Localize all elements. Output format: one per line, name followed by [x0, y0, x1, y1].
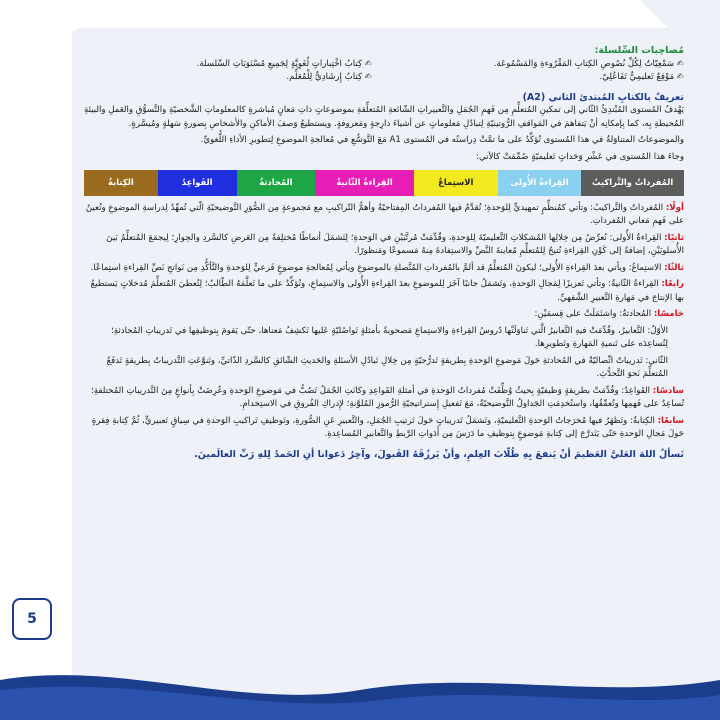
companion-item — [84, 71, 372, 85]
page-number: 5 — [12, 598, 52, 640]
step-paragraph — [84, 278, 684, 305]
pen-icon: ✍ — [674, 58, 684, 69]
companion-item-text: كِتابُ اخْتِباراتٍ لُغَوِيَّةٍ لِجَمِيعِ مُسْتَوَيَاتِ السِّلسلة. — [196, 58, 363, 69]
companion-item-text: سَمْعِيّاتٌ لِكُلِّ نُصُوصِ الكِتابِ المَقْرُوءةِ وَالمَسْمُوعَة. — [493, 58, 675, 69]
footer-wave-decoration — [0, 650, 720, 720]
component-vocabulary: المُفرداتُ والتَّراكيبُ — [581, 170, 684, 196]
step-label: سادسًا: — [652, 385, 684, 396]
intro-paragraph: وجاءَ هذا المُستوى في عَشْرِ وَحَداتٍ تَعليميّةٍ صُمِّمَتْ كالآتي: — [476, 151, 684, 162]
intro-paragraph: يَهْدفُ المُستوى المُبْتدِئُ الثّاني إلى تمكينِ المُتعلِّمِ مِن فَهمِ الجُمَلِ والتَّعبيراتِ الشّائعةِ المُتعلِّقةِ بموضوعاتٍ ذاتِ مَعانٍ مُباشرةٍ كالمعلوماتِ الشَّخصيّةِ والتَّسوُّقِ والعَملِ والبيئةِ المُحيطةِ بِه، كما بِإمكانِه أنْ يَتفاهمَ في المَواقفِ الرُّوتينيّةِ لِتبادُلِ مَعلوماتٍ عن أشياءَ دارِجةٍ ومَعروفةٍ. ويستطيعُ وَصفَ الأماكنِ والأشخاصِ بِصورةٍ سَهلةٍ ومُيسَّرةٍ. — [84, 105, 684, 129]
step-text: القِراءةُ الثّانيةُ: وتأتي تَعزيزًا لِمَجالِ الوَحدةِ، وتَشمَلُ جانبًا آخَرَ لِلموضوعِ بعدَ القِراءةِ الأُولى والاستِماعِ، وتُؤكِّدُ على ما تَعلَّمَهُ الطّالبُ؛ لِتُعطيَ المُتعلِّمَ مُدخلاتٍ يَستطيعُ بها الإنتاجَ في مَهارةِ التَّعبيرِ الشَّفهيِّ. — [90, 279, 684, 303]
step-text: القَواعِدُ: وقُدِّمَتْ بطريقةٍ وَظيفيّةٍ بِحيثُ وُظِّفَتْ مُفرداتُ الوَحدةِ في أمثلةِ القَواعِدِ وكانَتِ الجُمَلُ تَصُبُّ في مَوضوعِ الوَحدةِ وعُرِضَتْ بِأنواعٍ مِنَ التَّدريباتِ المُختلفةِ؛ تُساعِدُ على فَهمِها وتُعمِّقُها، واستُخدِمَتِ الجَداولُ التَّوضيحيّةُ، مَعَ تَفعيلِ إِستراتيجيّةِ الرُّموزِ المُلوَّنةِ؛ لإِدراكِ الفُروقِ في الاستِخدامِ. — [91, 385, 684, 409]
component-grammar: القَواعِدُ — [158, 170, 237, 196]
step-text: الاستِماعُ: ويأتي بعدَ القِراءةِ الأُولى؛ ليكونَ المُتعلِّمُ قد ألمَّ بالمُفرداتِ المُتَّصلةِ بالموضوعِ ويأتي لِمُعالجةِ موضوعٍ فَرعيٍّ لِلوَحدةِ والتَّأكُّدِ مِن نَواتجِ نَصِّ القِراءةِ استِماعًا. — [90, 262, 662, 273]
step-text: المُحادثةُ: واشتَمَلَتْ على قِسمَيْنِ: — [534, 309, 652, 319]
companion-item — [84, 58, 372, 72]
book-intro-title: تعريفٌ بالكتابِ المُبتدئ الثاني (A2) — [522, 91, 684, 103]
conversation-part: الثّاني: تَدريباتٌ اتِّصاليّةٌ في المُحادثةِ حَولَ مَوضوعِ الوَحدةِ بِطريقةٍ تَدرُّجيّةٍ مِن خِلالِ تَبادُلِ الأسئلةِ والحَديثِ الشّائقِ كالسَّردِ الذّاتيِّ، وتَنوَّعَتِ التَّدريباتُ بِطريقةٍ تَدفَعُ المُتعلِّمَ نَحوَ التَّحدُّثِ. — [106, 355, 668, 379]
component-second-reading: القِراءةُ الثّانيةُ — [315, 170, 414, 196]
step-label: ثانيًا: — [664, 232, 684, 243]
step-paragraph — [84, 385, 684, 412]
pen-icon: ✍ — [674, 72, 684, 82]
step-text: القِراءةُ الأُولى: نُعرِّضُ مِن خِلالِها المُشكلاتِ التَّعليميّةَ لِلوَحدةِ، وقُدِّمَتْ مُرتَّبَيْنِ في الوَحدةِ؛ لِتَشمَلَ أنماطًا مُختلِفةً مِن العَرضِ كالسَّردِ والحِوارِ؛ لِيجمَعَ المُتعلِّمُ بَينَ الأُسلوبَيْنِ، إضافةً إلى كَوْنِ القِراءةِ تُتيحُ لِلمُتعلِّمِ مُعاينةَ النَّصِّ والاستِفادةَ مِنهُ مَسموعًا ومَنظورًا. — [106, 232, 684, 256]
companion-item — [396, 71, 684, 85]
companion-item-text: كِتابٌ إِرشَادِيٌّ لِلْمُعَلِّم. — [286, 72, 363, 82]
companions-row-2 — [84, 71, 684, 85]
component-writing: الكِتابةُ — [84, 170, 158, 196]
intro-paragraph: والموضوعاتُ المتناوَلةُ في هذا المُستوى تُؤكِّدُ على ما تمَّتْ دِراستُه في المُستوى A1 مَعَ التَّوسُّعِ في مُعالجةِ الموضوعِ لِتطويرِ الأداءِ اللُّغويِّ. — [200, 135, 684, 145]
pen-icon: ✍ — [362, 72, 372, 82]
component-listening: الاستِماعُ — [414, 170, 498, 196]
step-label: أولًا: — [665, 202, 684, 213]
step-paragraph — [84, 202, 684, 229]
step-label: رابعًا: — [661, 279, 684, 289]
step-label: ثالثًا: — [664, 262, 684, 273]
pen-icon: ✍ — [362, 58, 372, 69]
step-text: المُفرداتُ والتَّراكيبُ: وتأتي كمُنظِّمٍ تمهيديٍّ لِلوَحدةِ؛ تُقدَّمُ فيها المُفرداتُ المِفتاحيّةُ وأهمُّ التّراكيبِ مع مَجموعةٍ مِن الصُّوَرِ التَّوضيحيّةِ الّتي تُمهِّدُ لِدراسةِ الموضوعِ وتُعينُ على فَهمِ مَعاني المُفرداتِ. — [85, 202, 684, 226]
unit-components-bar — [84, 170, 684, 196]
component-conversation: المُحادثةُ — [237, 170, 316, 196]
companions-row-1 — [84, 58, 684, 72]
book-intro-section — [84, 91, 684, 165]
companion-item — [396, 58, 684, 72]
step-paragraph — [84, 308, 684, 322]
companion-item-text: مَوْقِعٌ تَعليمِيٌّ تَفَاعُلِيّ. — [599, 72, 675, 82]
step-paragraph — [84, 415, 684, 442]
unit-steps — [84, 202, 684, 442]
step-label: سابعًا: — [657, 415, 684, 426]
content — [84, 44, 684, 461]
series-companions-title: مُصاحِبات السِّلسلة: — [594, 45, 684, 56]
series-companions-section — [84, 44, 684, 85]
closing-prayer: نَسألُ اللهَ العَليَّ العَظيمَ أنْ يَنفعَ بِهِ طُلّابَ العِلمِ، وأنْ يَرزُقَهُ القَبولَ، وآخِرُ دَعوانا أنِ الحَمدُ لِلهِ رَبِّ العالَمينَ. — [194, 448, 684, 460]
step-paragraph — [84, 262, 684, 276]
step-label: خامسًا: — [653, 309, 684, 319]
step-text: الكِتابةُ: وتَظهَرُ فيها مُخرَجاتُ الوَحدةِ التَّعليميّةِ، وتَشمَلُ تَدريباتٍ حَولَ تَرتيبِ الجُمَلِ، والتَّعبيرِ عَنِ الصُّورةِ، وتَوظيفِ تَراكيبِ الوَحدةِ في سِياقٍ تَعبيريٍّ، ثُمَّ كِتابةِ فِقرةٍ حَولَ مَجالِ الوَحدةِ حَتّى يَتَدرَّجَ إلى كِتابةِ مَوضوعٍ بِتوظيفِ ما دَرَسَ مِن أَدَواتِ الرَّبطِ والتَّعابيرِ المُساعِدةِ. — [91, 415, 684, 439]
conversation-part: الأوّلُ: التَّعابيرُ، وقُدِّمَتْ فيهِ التَّعابيرُ الَّتي تَناوَلَتْها دُروسُ القِراءةِ والاستِماعِ مَصحوبةً بأمثلةٍ تَواصُليّةٍ عَليها تَكشِفُ مَعناها، حتّى يَقومَ بِتوظيفِها في تَدريباتِ المُحادثةِ؛ لِتُساعِدَه على تَنميةِ المَهارةِ وتَطويرِها. — [111, 325, 668, 349]
component-first-reading: القِراءةُ الأُولى — [498, 170, 582, 196]
step-paragraph — [84, 232, 684, 259]
